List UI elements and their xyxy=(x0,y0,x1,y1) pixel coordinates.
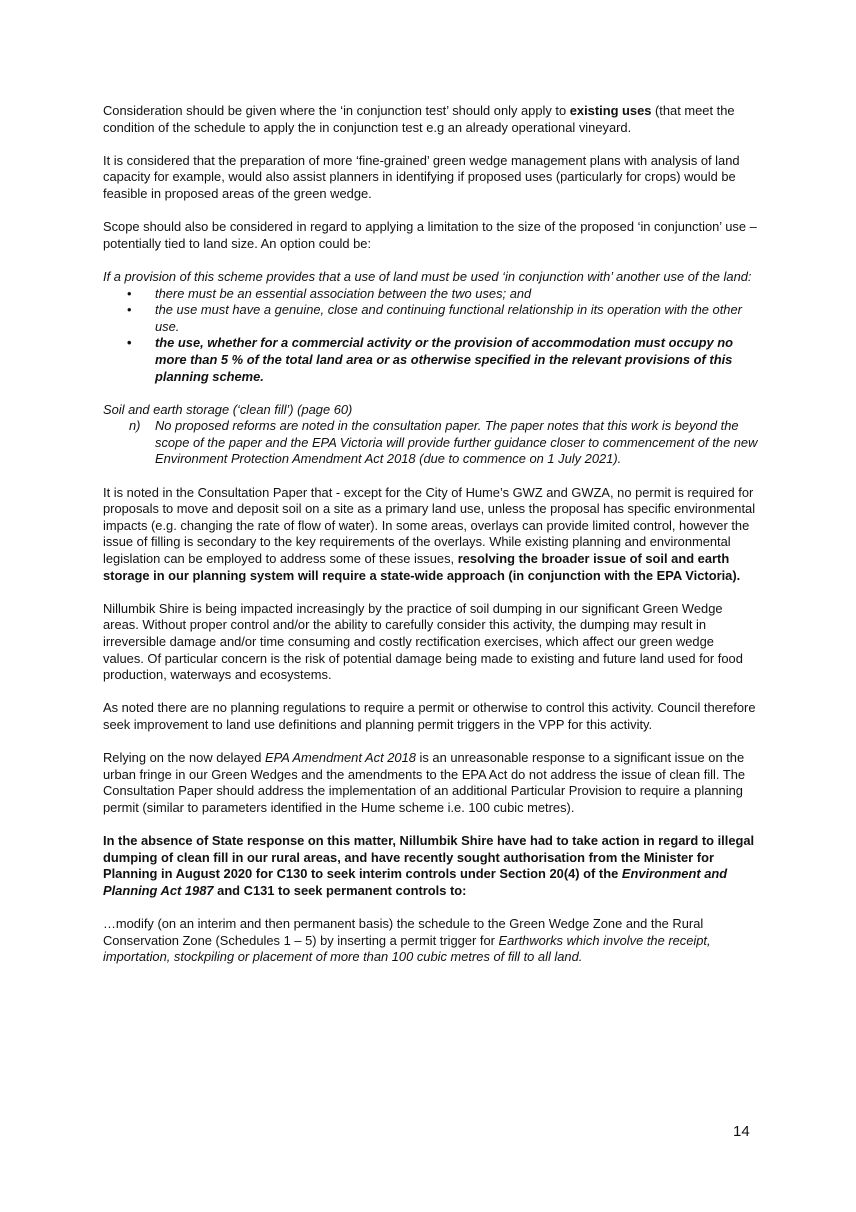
italic-earthworks-trigger: Earthworks which involve the receipt, importation, stockpiling or placement of more than 100 cubic metres of fill to all land. xyxy=(103,932,711,965)
text-run: Relying on the now delayed xyxy=(103,750,265,766)
list-marker: n) xyxy=(129,418,141,434)
list-text: No proposed reforms are noted in the consultation paper. The paper notes that this work is beyond the scope of the paper and the EPA Victoria will provide further guidance closer to commencement of the new Environment Protection Amendment Act 2018 (due to commence on 1 July 2021). xyxy=(155,418,758,467)
paragraph-existing-uses xyxy=(103,103,758,136)
text-run: In the absence of State response on this matter, Nillumbik Shire have had to take action in regard to illegal dumping of clean fill in our rural areas, and have recently sought authorisation from the Minister for Planning in August 2020 for C130 to seek interim controls under Section 20(4) of the xyxy=(103,833,755,882)
paragraph-state-response xyxy=(103,833,758,899)
bullet-icon: • xyxy=(127,285,132,301)
bullet-item xyxy=(103,335,758,385)
bullet-text: the use must have a genuine, close and continuing functional relationship in its operation with the other use. xyxy=(155,302,742,334)
paragraph-soil-dumping: Nillumbik Shire is being impacted increasingly by the practice of soil dumping in our significant Green Wedge areas. Without proper control and/or the ability to carefully consider this activity, the dumping may result in irreversible damage and/or time consuming and costly rectification exercises, which affect our green wedge values. Of particular concern is the risk of potential damage being made to existing and future land used for food production, waterways and ecosystems. xyxy=(103,600,743,683)
paragraph-epa-amendment xyxy=(103,750,758,816)
paragraph-modify-schedule xyxy=(103,916,758,966)
quote-bullet-list xyxy=(103,286,758,386)
paragraph-scope: Scope should also be considered in regard to applying a limitation to the size of the proposed ‘in conjunction’ use – potentially tied to land size. An option could be: xyxy=(103,219,757,251)
text-run: Consideration should be given where the ‘in conjunction test’ should only apply to xyxy=(103,103,570,118)
paragraph-management-plans: It is considered that the preparation of more ‘fine-grained’ green wedge management plans with analysis of land capacity for example, would also assist planners in identifying if proposed uses (particularly for crops) would be feasible in proposed areas of the green wedge. xyxy=(103,152,740,201)
section-title-soil: Soil and earth storage (‘clean fill’) (page 60) xyxy=(103,401,353,417)
bullet-text: the use, whether for a commercial activity or the provision of accommodation must occupy no more than 5 % of the total land area or as otherwise specified in the relevant provisions of this planning scheme. xyxy=(155,335,734,384)
paragraph-consultation-paper xyxy=(103,485,758,585)
quote-intro: If a provision of this scheme provides that a use of land must be used ‘in conjunction with’ another use of the land: xyxy=(103,268,752,284)
page-number: 14 xyxy=(733,1123,750,1140)
text-run: It is noted in the Consultation Paper that - except for the City of Hume’s GWZ and GWZA, no permit is required for proposals to move and deposit soil on a site as a primary land use, unless the proposal has specific environmental impacts (e.g. changing the rate of flow of water). In some areas, overlays can provide limited control, however the issue of filling is secondary to the key requirements of the overlays. While existing planning and environmental legislation can be employed to address some of these issues, xyxy=(103,484,756,567)
bold-text-existing-uses: existing uses xyxy=(569,103,652,118)
italic-act-title: EPA Amendment Act 2018 xyxy=(264,750,416,766)
soil-reform-list xyxy=(103,418,758,468)
bullet-icon: • xyxy=(127,335,132,351)
bold-text-state-wide-approach: resolving the broader issue of soil and earth storage in our planning system will require a state-wide approach (in conjunction with the EPA Victoria). xyxy=(103,551,741,583)
bullet-item xyxy=(103,302,758,335)
document-page xyxy=(103,103,758,982)
text-run: and C131 to seek permanent controls to: xyxy=(213,882,467,898)
text-run: (that meet the condition of the schedule to apply the in conjunction test e.g an already operational vineyard. xyxy=(103,103,735,135)
list-item xyxy=(103,418,758,468)
bullet-text: there must be an essential association between the two uses; and xyxy=(155,285,532,301)
italic-act-title: Environment and Planning Act 1987 xyxy=(103,866,728,898)
bullet-item xyxy=(103,286,758,303)
text-run: is an unreasonable response to a significant issue on the urban fringe in our Green Wedges and the amendments to the EPA Act do not address the issue of clean fill. The Consultation Paper should address the implementation of an additional Particular Provision to require a planning permit (similar to parameters identified in the Hume scheme i.e. 100 cubic metres). xyxy=(103,750,746,815)
paragraph-planning-regulations: As noted there are no planning regulations to require a permit or otherwise to control this activity. Council therefore seek improvement to land use definitions and planning permit triggers in the VPP for this activity. xyxy=(103,700,756,732)
text-run: …modify (on an interim and then permanent basis) the schedule to the Green Wedge Zone and the Rural Conservation Zone (Schedules 1 – 5) by inserting a permit trigger for xyxy=(103,916,704,948)
bullet-icon: • xyxy=(127,302,132,318)
